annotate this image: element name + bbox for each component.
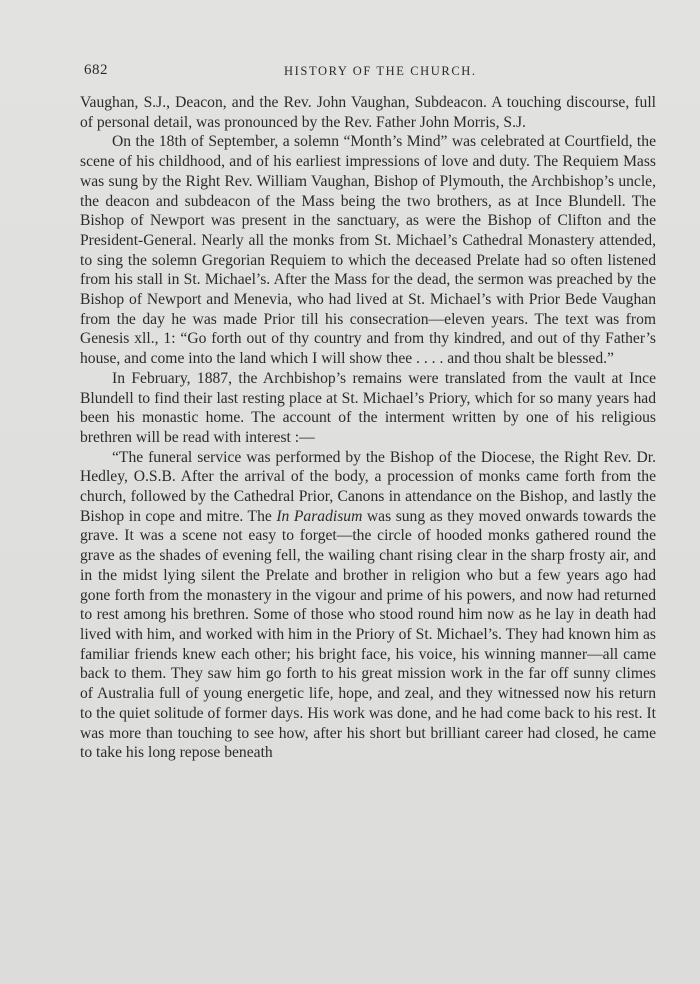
- body-text: [80, 93, 656, 763]
- paragraph-continuation: Vaughan, S.J., Deacon, and the Rev. John Vaughan, Subdeacon. A touching discourse, full of personal detail, was pronounced by the Rev. Father John Morris, S.J.: [80, 94, 656, 131]
- running-header: [84, 62, 658, 82]
- paragraph-translation-of-remains: In February, 1887, the Archbishop’s remains were translated from the vault at Ince Blundell to find their last resting place at St. Michael’s Priory, which for so many years had been his monastic home. The account of the interment written by one of his religious brethren will be read with interest :—: [80, 369, 656, 446]
- paragraph-funeral-account: [80, 448, 656, 763]
- in-paradisum-italic: In Paradisum: [276, 507, 363, 525]
- paragraph-months-mind: On the 18th of September, a solemn “Month’s Mind” was celebrated at Courtfield, the scene of his childhood, and of his earliest impressions of love and duty. The Requiem Mass was sung by the Right Rev. William Vaughan, Bishop of Plymouth, the Archbishop’s uncle, the deacon and subdeacon of the Mass being the two brothers, as at Ince Blundell. The Bishop of Newport was present in the sanctuary, as were the Bishop of Clifton and the President-General. Nearly all the monks from St. Michael’s Cathedral Monastery attended, to sing the solemn Gregorian Requiem to which the deceased Prelate had so often listened from his stall in St. Michael’s. After the Mass for the dead, the sermon was preached by the Bishop of Newport and Menevia, who had lived at St. Michael’s with Prior Bede Vaughan from the day he was made Prior till his consecration—eleven years. The text was from Genesis xll., 1: “Go forth out of thy country and from thy kindred, and out of thy Father’s house, and come into the land which I will show thee . . . . and thou shalt be blessed.”: [80, 133, 656, 368]
- funeral-text-before: “The funeral service was performed by the Bishop of the Diocese, the Right Rev. Dr. Hedley, O.S.B. After the arrival of the body, a procession of monks came forth from the church, followed by the Cathedral Prior, Canons in attendance on the Bishop, and lastly the Bishop in cope and mitre. The: [80, 448, 656, 525]
- funeral-text-after: was sung as they moved onwards towards the grave. It was a scene not easy to forget—the circle of hooded monks gathered round the grave as the shades of evening fell, the wailing chant rising clear in the sharp frosty air, and in the midst lying silent the Prelate and brother in religion who but a few years ago had gone forth from the monastery in the vigour and prime of his powers, and now had returned to rest among his brethren. Some of those who stood round him now as he lay in death had lived with him, and worked with him in the Priory of St. Michael’s. They had known him as familiar friends knew each other; his bright face, his voice, his winning manner—all came back to them. They saw him go forth to his great mission work in the far off sunny climes of Australia full of young energetic life, hope, and zeal, and they witnessed now his return to the quiet solitude of former days. His work was done, and he had come back to his rest. It was more than touching to see how, after his short but brilliant career had closed, he came to take his long repose beneath: [80, 507, 656, 762]
- running-title: HISTORY OF THE CHURCH.: [284, 64, 477, 78]
- page-number: 682: [84, 62, 108, 78]
